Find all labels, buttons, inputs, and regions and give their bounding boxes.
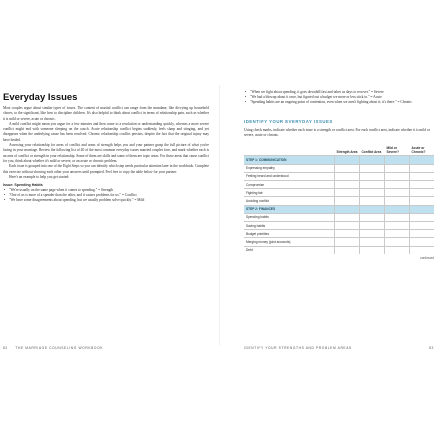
example-item: • "We had a blowup about it once, but figured out a budget we more or less stick to." = Acute: [250, 95, 434, 100]
example-item: • "Spending habits are an ongoing point of contention, even when we aren't fighting about it; it's there." = Chronic: [250, 100, 434, 105]
checkbox-cell[interactable]: [335, 189, 360, 197]
checkbox-cell[interactable]: [385, 164, 410, 172]
right-footer: [244, 346, 434, 350]
step-label: STEP 2: FINANCES: [244, 205, 335, 213]
checkbox-cell[interactable]: [335, 238, 360, 246]
example-item: • "We have some disagreements about spending, but we usually problem solve quickly." = Mild: [9, 198, 209, 203]
checkbox-cell[interactable]: [335, 213, 360, 221]
example-list-continued: [244, 90, 434, 105]
checkbox-cell[interactable]: [385, 230, 410, 238]
checkbox-cell[interactable]: [335, 246, 360, 254]
checkbox-cell[interactable]: [360, 213, 385, 221]
table-row: [244, 181, 434, 189]
column-header: Acute or Chronic?: [411, 146, 426, 155]
checkbox-cell: [385, 205, 410, 213]
checkbox-cell[interactable]: [385, 197, 410, 205]
checkbox-cell[interactable]: [360, 164, 385, 172]
checkbox-cell[interactable]: [410, 238, 435, 246]
issue-label: Spending habits: [244, 213, 335, 221]
checkbox-cell[interactable]: [385, 213, 410, 221]
column-header: Conflict Area: [361, 150, 382, 155]
checkbox-cell: [410, 205, 435, 213]
checkbox-cell[interactable]: [360, 181, 385, 189]
issue-label: Compromise: [244, 181, 335, 189]
example-item: • "One of us is more of a spender than the other, and it causes problems for us." = Conflict: [9, 193, 209, 198]
step-label: STEP 1: COMMUNICATION: [244, 156, 335, 164]
step-row: [244, 205, 434, 213]
page-gutter: [219, 85, 220, 345]
column-header: Mild or Severe?: [386, 146, 399, 155]
body-paragraph: Most couples argue about similar types of issues. The content of marital conflict can range from the mundane, like divvying up household chores, to the significant, like how to discipline children. It's also helpful to think about conflict in terms of relationship pain, such as whether it is mild or severe, acute or chronic.: [3, 106, 209, 121]
checkbox-cell[interactable]: [335, 197, 360, 205]
checkbox-cell[interactable]: [360, 238, 385, 246]
checkbox-cell[interactable]: [385, 221, 410, 229]
checkbox-cell: [335, 205, 360, 213]
checkbox-cell[interactable]: [410, 221, 435, 229]
checkbox-cell[interactable]: [410, 189, 435, 197]
issue-label: Budget priorities: [244, 230, 335, 238]
checkbox-cell[interactable]: [360, 246, 385, 254]
checkbox-cell[interactable]: [410, 213, 435, 221]
column-header: [244, 142, 335, 156]
table-row: [244, 189, 434, 197]
checkbox-cell[interactable]: [410, 230, 435, 238]
column-header: Strength Area: [336, 150, 358, 155]
left-footer: [3, 346, 103, 350]
example-subhead: Issue: Spending Habits: [3, 183, 43, 188]
table-row: [244, 221, 434, 229]
checkbox-cell[interactable]: [360, 172, 385, 180]
checkbox-cell[interactable]: [335, 230, 360, 238]
checkbox-cell: [410, 156, 435, 164]
table-row: [244, 230, 434, 238]
issue-label: Fighting fair: [244, 189, 335, 197]
checkbox-cell[interactable]: [410, 181, 435, 189]
checkbox-cell[interactable]: [385, 246, 410, 254]
right-page: [244, 90, 434, 260]
body-paragraph: A mild conflict might mean you argue for a few minutes and then come to a resolution or understanding quickly, whereas a more severe conflict might end with someone sleeping on the couch. Acute relationship conflict begins suddenly, feels sharp and stinging, and yet disappears when the underlying cause has been resolved. Chronic relationship conflict persists, despite the fact that the original injury may have healed.: [3, 121, 209, 142]
checkbox-cell: [360, 205, 385, 213]
checkbox-cell[interactable]: [410, 164, 435, 172]
checkbox-cell[interactable]: [335, 164, 360, 172]
running-footer: THE MARRIAGE COUNSELING WORKBOOK: [15, 346, 104, 350]
checkbox-cell[interactable]: [385, 172, 410, 180]
issue-label: Expressing empathy: [244, 164, 335, 172]
page-number: 82: [3, 346, 8, 350]
table-row: [244, 213, 434, 221]
checkbox-cell: [360, 156, 385, 164]
example-item: • "We're usually on the same page when it comes to spending." = Strength: [9, 188, 209, 193]
checkbox-cell[interactable]: [410, 246, 435, 254]
table-row: [244, 197, 434, 205]
issue-label: Avoiding conflict: [244, 197, 335, 205]
table-row: [244, 164, 434, 172]
instructions: Using check marks, indicate whether each issue is a strength or conflict area. For each conflict area, indicate whether it is mild or severe, acute or chronic.: [244, 128, 430, 138]
issue-label: Saving habits: [244, 221, 335, 229]
running-footer: IDENTIFY YOUR STRENGTHS AND PROBLEM AREAS: [244, 346, 352, 350]
body-paragraph: Each issue is grouped into one of the Eight Steps so you can identify which step needs particular attention later in the workbook. Complete this exercise without showing each other your answers until prompted. Feel free to copy the table below for your partner.: [3, 164, 209, 174]
checkbox-cell[interactable]: [385, 181, 410, 189]
page-title: Everyday Issues: [3, 92, 78, 103]
checkbox-cell[interactable]: [335, 172, 360, 180]
issue-label: Merging money (joint accounts): [244, 238, 335, 246]
checkbox-cell[interactable]: [385, 189, 410, 197]
checkbox-cell: [335, 156, 360, 164]
checkbox-cell[interactable]: [335, 221, 360, 229]
checkbox-cell[interactable]: [385, 238, 410, 246]
issues-table: [244, 142, 434, 253]
page-number: 83: [429, 346, 434, 350]
example-item: • "When we fight about spending, it goes downhill fast and takes us days to recover." = Severe: [250, 90, 434, 95]
table-row: [244, 246, 434, 254]
checkbox-cell[interactable]: [410, 172, 435, 180]
checkbox-cell[interactable]: [360, 197, 385, 205]
table-row: [244, 172, 434, 180]
step-row: [244, 156, 434, 164]
checkbox-cell[interactable]: [360, 189, 385, 197]
checkbox-cell: [385, 156, 410, 164]
issue-label: Debt: [244, 246, 335, 254]
body-paragraph: Assessing your relationship for areas of conflict and areas of strength helps you and your partner grasp the full picture of what you're facing in your marriage. Review the following list of 40 of the most common everyday issues married couples face, and mark whether each is an area of conflict or strength in your relationship. Some of them are skills and some of them are topic areas. For those areas that cause conflict for you, think about whether it's mild or severe, or an acute or chronic problem.: [3, 143, 209, 163]
example-list: [3, 188, 209, 203]
checkbox-cell[interactable]: [410, 197, 435, 205]
table-body: [244, 156, 434, 254]
issue-label: Feeling heard and understood: [244, 172, 335, 180]
section-title: IDENTIFY YOUR EVERYDAY ISSUES: [244, 119, 333, 125]
table-row: [244, 238, 434, 246]
body-paragraph: Here's an example to help you get started:: [9, 174, 70, 179]
left-page: [3, 92, 209, 203]
checkbox-cell[interactable]: [335, 181, 360, 189]
checkbox-cell[interactable]: [360, 230, 385, 238]
continued-note: continued: [420, 255, 434, 260]
checkbox-cell[interactable]: [360, 221, 385, 229]
table-header-row: [244, 142, 434, 156]
